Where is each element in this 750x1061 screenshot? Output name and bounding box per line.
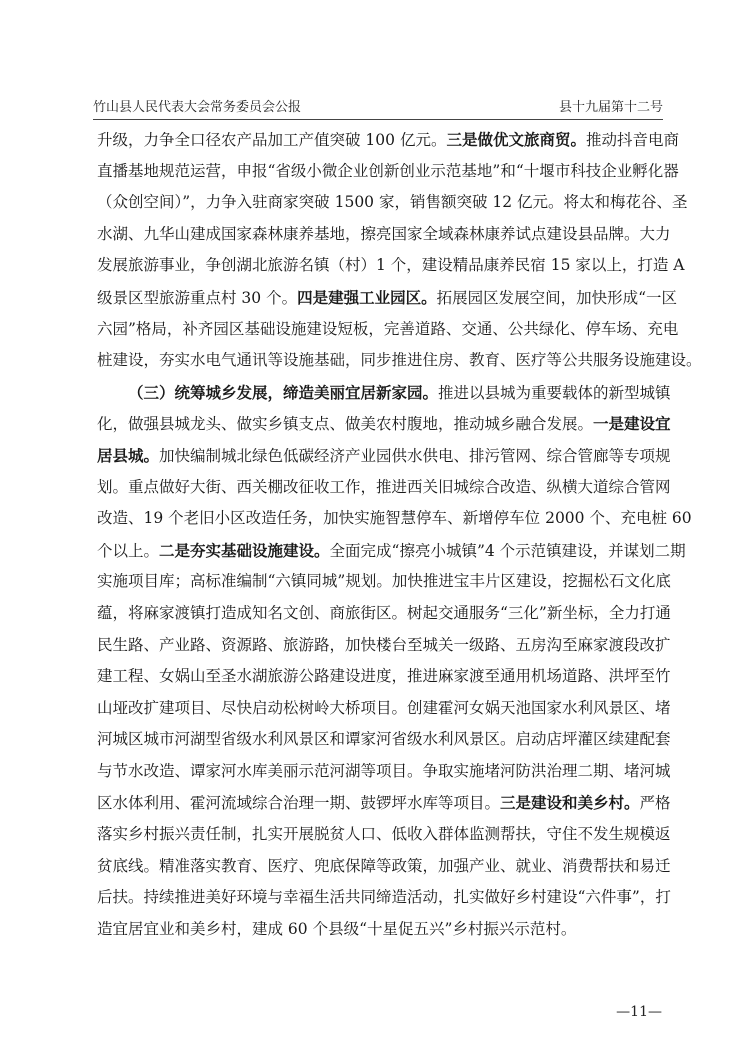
header-issue-number: 县十九届第十二号 [558, 100, 663, 115]
text-run: 区水体利用、霍河流域综合治理一期、鼓锣坪水库等项目。 [97, 794, 501, 813]
text-run: 划。重点做好大街、西关棚改征收工作，推进西关旧城综合改造、纵横大道综合管网 [97, 477, 671, 496]
text-line [97, 693, 671, 725]
text-run: 严格 [639, 794, 671, 813]
text-run: 发展旅游事业，争创湖北旅游名镇（村）1 个，建设精品康养民宿 15 家以上，打造 A [97, 256, 685, 275]
page-number: —11— [616, 1004, 662, 1020]
text-run: 造宜居宜业和美乡村，建成 60 个县级“十星促五兴”乡村振兴示范村。 [97, 919, 577, 938]
text-line [97, 756, 671, 788]
text-run: 拓展园区发展空间，加快形成“一区 [436, 288, 678, 307]
bold-heading-run: 一是建设宜 [593, 414, 671, 434]
text-run: 加快编制城北绿色低碳经济产业园供水供电、排污管网、综合管廊等专项规 [159, 446, 671, 465]
text-run: 桩建设，夯实水电气通讯等设施基础，同步推进住房、教育、医疗等公共服务设施建设。 [97, 351, 702, 370]
bold-heading-run: （三）统筹城乡发展，缔造美丽宜居新家园。 [128, 382, 439, 402]
text-run: 建工程、女娲山至圣水湖旅游公路建设进度，推进麻家渡至通用机场道路、洪坪至竹 [97, 667, 671, 686]
text-run: 级景区型旅游重点村 30 个。 [97, 288, 298, 307]
text-run: 化，做强县城龙头、做实乡镇支点、做美农村腹地，推动城乡融合发展。 [97, 415, 594, 434]
page-header [93, 96, 663, 118]
bold-heading-run: 三是做优文旅商贸。 [446, 130, 586, 149]
text-line [97, 314, 679, 346]
text-line [97, 377, 671, 409]
text-run: 改造、19 个老旧小区改造任务，加快实施智慧停车、新增停车位 2000 个、充电桩 60 [97, 509, 692, 528]
text-run: 山垭改扩建项目、尽快启动松树岭大桥项目。创建霍河女娲天池国家水利风景区、堵 [97, 698, 671, 717]
header-publication-title: 竹山县人民代表大会常务委员会公报 [93, 100, 302, 115]
text-run: 与节水改造、谭家河水库美丽示范河湖等项目。争取实施堵河防洪治理二期、堵河城 [97, 761, 671, 780]
text-line [97, 282, 678, 314]
header-divider [93, 119, 663, 120]
text-line [97, 661, 671, 693]
text-run: 民生路、产业路、资源路、旅游路，加快楼台至城关一级路、五房沟至麻家渡段改扩 [97, 635, 671, 654]
text-line [97, 724, 671, 756]
text-run: 六园”格局，补齐园区基础设施建设短板，完善道路、交通、公共绿化、停车场、充电 [97, 319, 679, 338]
text-run: 后扶。持续推进美好环境与幸福生活共同缔造活动，扎实做好乡村建设“六件事”，打 [97, 888, 671, 907]
bold-heading-run: 居县城。 [97, 445, 160, 465]
text-run: 实施项目库；高标准编制“六镇同城”规划。加快推进宝丰片区建设，挖掘松石文化底 [97, 572, 671, 591]
text-line [97, 914, 663, 946]
text-run: 推动抖音电商 [585, 131, 679, 149]
text-run: 蕴，将麻家渡镇打造成知名文创、商旅街区。树起交通服务“三化”新坐标，全力打通 [97, 603, 671, 622]
text-line [97, 535, 686, 567]
text-run: 推进以县城为重要载体的新型城镇 [438, 383, 671, 402]
bold-heading-run: 二是夯实基础设施建设。 [159, 540, 330, 560]
text-line [97, 440, 671, 472]
body-text [97, 124, 702, 945]
text-line [97, 851, 671, 883]
text-line [97, 219, 671, 251]
text-line [97, 819, 671, 851]
text-line [97, 156, 679, 188]
text-line [97, 787, 671, 819]
text-line [97, 408, 671, 440]
bold-heading-run: 四是建强工业园区。 [297, 287, 437, 307]
text-line [97, 124, 679, 156]
text-run: 全面完成“擦亮小城镇”4 个示范镇建设，并谋划二期 [329, 541, 686, 560]
text-line [97, 250, 685, 282]
text-line [97, 630, 671, 662]
text-run: 升级，力争全口径农产品加工产值突破 100 亿元。 [97, 131, 447, 149]
text-line [97, 598, 671, 630]
text-line [97, 882, 671, 914]
bold-heading-run: 三是建设和美乡村。 [500, 793, 640, 813]
text-run: 个以上。 [97, 541, 160, 560]
text-line [97, 345, 702, 377]
text-run: （众创空间）”，力争入驻商家突破 1500 家，销售额突破 12 亿元。将太和梅花谷、圣 [97, 193, 688, 212]
text-line [97, 472, 671, 504]
text-run: 河城区城市河湖型省级水利风景区和谭家河省级水利风景区。启动店坪灌区续建配套 [97, 730, 671, 749]
text-run: 贫底线。精准落实教育、医疗、兜底保障等政策，加强产业、就业、消费帮扶和易迁 [97, 856, 671, 875]
text-line [97, 566, 671, 598]
text-line [97, 187, 688, 219]
text-line [97, 503, 692, 535]
text-run: 水湖、九华山建成国家森林康养基地，擦亮国家全域森林康养试点建设县品牌。大力 [97, 224, 671, 243]
text-run: 落实乡村振兴责任制，扎实开展脱贫人口、低收入群体监测帮扶，守住不发生规模返 [97, 825, 671, 844]
text-run: 直播基地规范运营，申报“省级小微企业创新创业示范基地”和“十堰市科技企业孵化器 [97, 161, 679, 180]
